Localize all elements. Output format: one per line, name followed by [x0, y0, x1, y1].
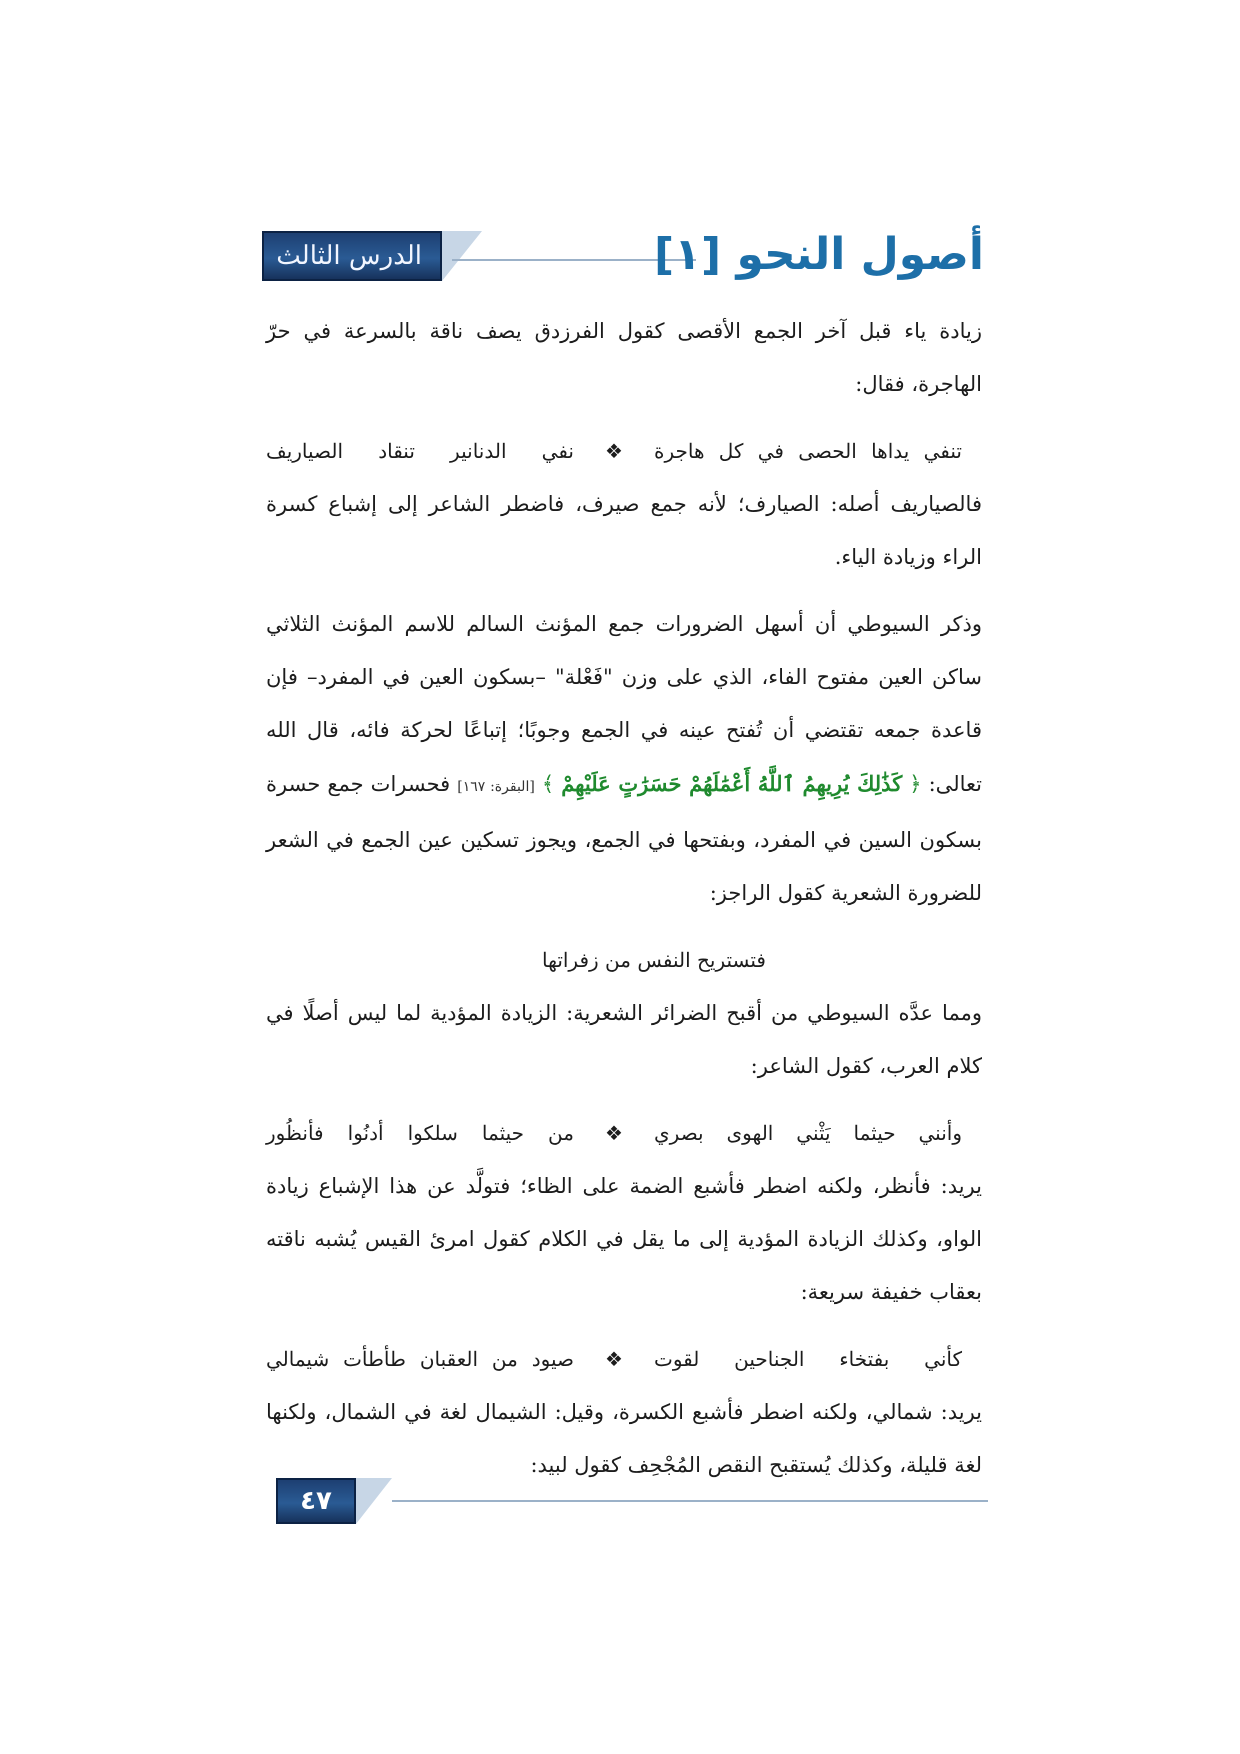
page-footer — [276, 1478, 988, 1538]
verse-separator-icon: ❖ — [605, 439, 623, 463]
poem-verse — [266, 1107, 982, 1160]
paragraph: فالصياريف أصله: الصيارف؛ لأنه جمع صيرف، فاضطر الشاعر إلى إشباع كسرة الراء وزيادة الياء. — [266, 492, 982, 569]
lesson-label: الدرس الثالث — [276, 241, 422, 271]
verse-second-hemistich: نفي الدنانير تنقاد الصياريف — [266, 439, 574, 463]
paragraph-text: وذكر السيوطي أن أسهل الضرورات جمع المؤنث السالم للاسم المؤنث الثلاثي ساكن العين مفتوح الفاء، الذي على وزن "فَعْلة" –بسكون العين في المفرد– فإن قاعدة جمعه تقتضي أن تُفتح عينه في الجمع وجوبًا؛ إتباعًا لحركة فائه، قال الله تعالى: — [266, 612, 982, 796]
quran-close-bracket: ﴾ — [541, 772, 555, 796]
verse-separator-icon: ❖ — [605, 1121, 623, 1145]
poem-verse — [266, 425, 982, 478]
verse-first-hemistich: وأنني حيثما يَثْني الهوى بصري — [654, 1121, 962, 1145]
page-number-tail — [356, 1478, 392, 1524]
verse-separator-icon: ❖ — [605, 1347, 623, 1371]
paragraph: يريد: فأنظر، ولكنه اضطر فأشبع الضمة على الظاء؛ فتولَّد عن هذا الإشباع زيادة الواو، وكذلك الزيادة المؤدية إلى ما يقل في الكلام كقول امرئ القيس يُشبه ناقته بعقاب خفيفة سريعة: — [266, 1174, 982, 1304]
verse-first-hemistich: كأني بفتخاء الجناحين لقوت — [654, 1347, 962, 1371]
footer-divider — [392, 1500, 988, 1502]
verse-second-hemistich: صيود من العقبان طأطأت شيمالي — [266, 1347, 574, 1371]
paragraph-with-quran — [266, 598, 982, 920]
quran-reference: [البقرة: ١٦٧] — [457, 779, 535, 795]
book-title: أصول النحو [١] — [654, 229, 984, 280]
paragraph: يريد: شمالي، ولكنه اضطر فأشبع الكسرة، وقيل: الشيمال لغة في الشمال، ولكنها لغة قليلة، وكذلك يُستقبح النقص المُجْحِف كقول لبيد: — [266, 1400, 982, 1477]
quran-open-bracket: ﴿ — [909, 772, 922, 796]
paragraph: زيادة ياء قبل آخر الجمع الأقصى كقول الفرزدق يصف ناقة بالسرعة في حرّ الهاجرة، فقال: — [266, 319, 982, 396]
verse-second-hemistich: من حيثما سلكوا أدنُوا فأنظُور — [266, 1121, 574, 1145]
paragraph: ومما عدَّه السيوطي من أقبح الضرائر الشعرية: الزيادة المؤدية لما ليس أصلًا في كلام العرب، كقول الشاعر: — [266, 1001, 982, 1078]
lesson-badge-tail — [442, 231, 482, 281]
page-header — [262, 225, 984, 295]
body-text — [266, 305, 982, 1492]
verse-first-hemistich: تنفي يداها الحصى في كل هاجرة — [654, 439, 962, 463]
page-number: ٤٧ — [276, 1478, 356, 1524]
paragraph-text: فحسرات جمع حسرة بسكون السين في المفرد، وبفتحها في الجمع، ويجوز تسكين عين الجمع في الشعر للضرورة الشعرية كقول الراجز: — [266, 772, 982, 905]
poem-line: فتستريح النفس من زفراتها — [542, 948, 766, 972]
poem-verse — [266, 1333, 982, 1386]
lesson-badge — [262, 231, 442, 281]
quran-verse: كَذَٰلِكَ يُرِيهِمُ ٱللَّهُ أَعْمَٰلَهُمْ حَسَرَٰتٍ عَلَيْهِمْ — [561, 771, 903, 796]
